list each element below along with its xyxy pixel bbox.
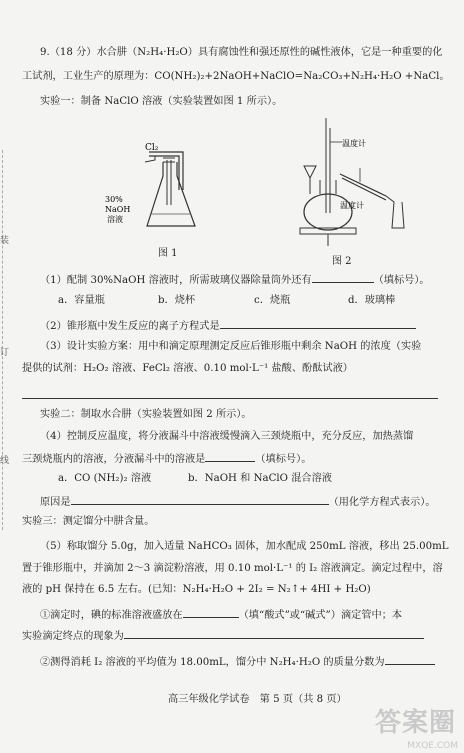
- answer-blank-1[interactable]: [312, 272, 374, 283]
- question-5-line1: （5）称取馏分 5.0g，加入适量 NaHCO₃ 固体，加水配成 250mL 溶液，移出 25.00mL: [40, 541, 449, 552]
- answer-blank-2[interactable]: [220, 318, 416, 329]
- page-footer: 高三年级化学试卷 第 5 页（共 8 页）: [168, 694, 347, 705]
- figure-2-caption: 图 2: [332, 256, 352, 267]
- question-1: [40, 272, 430, 287]
- answer-blank-4[interactable]: [205, 451, 255, 462]
- question-3-line1: （3）设计实验方案：用中和滴定原理测定反应后锥形瓶中剩余 NaOH 的浓度（实验: [40, 341, 422, 352]
- question-5-line3: 液的 pH 保持在 6.5 左右。(已知：N₂H₄·H₂O + 2I₂ = N₂↑+ 4HI + H₂O): [22, 584, 371, 595]
- flask-label-2: NaOH: [105, 205, 131, 214]
- margin-mark: 线: [0, 456, 10, 466]
- experiment-3-title: 实验三：测定馏分中肼含量。: [22, 516, 155, 527]
- question-2-text: （2）锥形瓶中发生反应的离子方程式是: [40, 321, 220, 332]
- question-5-endpoint: [22, 628, 424, 643]
- option-1d: d．玻璃棒: [348, 295, 396, 306]
- reason-suffix: （用化学方程式表示）。: [328, 497, 436, 508]
- reaction-principle: 工试剂，工业生产的原理为：CO(NH₂)₂+2NaOH+NaClO=Na₂CO₃+N₂H₄·H₂O +NaCl。: [22, 71, 450, 82]
- margin-mark: 装: [0, 236, 10, 246]
- option-1c: c．烧瓶: [254, 295, 291, 306]
- experiment-2-title: 实验二：制取水合肼（实验装置如图 2 所示）。: [40, 409, 252, 420]
- watermark-url: MXQE.COM: [407, 741, 458, 751]
- question-4-suffix: （填标号）。: [255, 454, 312, 465]
- cl2-label: Cl₂: [145, 143, 159, 153]
- question-4-text: 三颈烧瓶内的溶液，分液漏斗中的溶液是: [22, 454, 206, 465]
- question-5-sub1: [40, 607, 402, 622]
- question-3-line2: 提供的试剂：H₂O₂ 溶液、FeCl₂ 溶液、0.10 mol·L⁻¹ 盐酸、酚酞试液）: [22, 363, 353, 374]
- thermometer-label-2: 温度计: [340, 201, 364, 210]
- question-1-text: （1）配制 30%NaOH 溶液时，所需玻璃仪器除量筒外还有: [40, 275, 312, 286]
- question-5-sub1-suffix: （填“酸式”或“碱式”）滴定管中；本: [238, 610, 403, 621]
- binding-line: [2, 150, 4, 530]
- question-5-sub2-text: ②测得消耗 I₂ 溶液的平均值为 18.00mL，馏分中 N₂H₄·H₂O 的质量分数为: [40, 657, 385, 668]
- question-5-sub1-text: ①滴定时，碘的标准溶液盛放在: [40, 610, 183, 621]
- experiment-1-title: 实验一：制备 NaClO 溶液（实验装置如图 1 所示）。: [40, 96, 283, 107]
- option-4b: b．NaOH 和 NaClO 混合溶液: [188, 473, 332, 484]
- answer-blank-5c[interactable]: [385, 654, 435, 665]
- answer-blank-5b[interactable]: [124, 628, 424, 639]
- answer-blank-reason[interactable]: [71, 494, 329, 505]
- figure-1-apparatus: [105, 130, 215, 240]
- question-5-endpoint-text: 实验滴定终点的现象为: [22, 631, 124, 642]
- question-4-line1: （4）控制反应温度，将分液漏斗中溶液缓慢滴入三颈烧瓶中，充分反应，加热蒸馏: [40, 431, 414, 442]
- flask-label-1: 30%: [105, 195, 123, 204]
- option-1a: a．容量瓶: [58, 295, 105, 306]
- answer-blank-5a[interactable]: [183, 607, 239, 618]
- question-2: [40, 318, 416, 333]
- question-1-suffix: （填标号）。: [373, 275, 430, 286]
- question-5-sub2: [40, 654, 435, 669]
- question-5-line2: 置于锥形瓶中，并滴加 2～3 滴淀粉溶液，用 0.10 mol·L⁻¹ 的 I₂ 溶液滴定。滴定过程中，溶: [22, 563, 443, 574]
- option-1b: b．烧杯: [158, 295, 196, 306]
- figure-1-caption: 图 1: [158, 248, 178, 259]
- question-9-intro: 9.（18 分）水合肼（N₂H₄·H₂O）具有腐蚀性和强还原性的碱性液体，它是一种重要的化: [40, 47, 443, 58]
- flask-label-3: 溶液: [107, 215, 123, 224]
- figure-2-apparatus: [290, 118, 410, 248]
- reason-line: [40, 494, 436, 509]
- reason-text: 原因是: [40, 497, 71, 508]
- question-4-line2: [22, 451, 311, 466]
- answer-line-3[interactable]: [22, 398, 438, 399]
- margin-mark: 订: [0, 348, 10, 358]
- watermark-logo: 答案圈: [374, 708, 456, 738]
- thermometer-label-1: 温度计: [342, 139, 366, 148]
- option-4a: a．CO (NH₂)₂ 溶液: [58, 473, 152, 484]
